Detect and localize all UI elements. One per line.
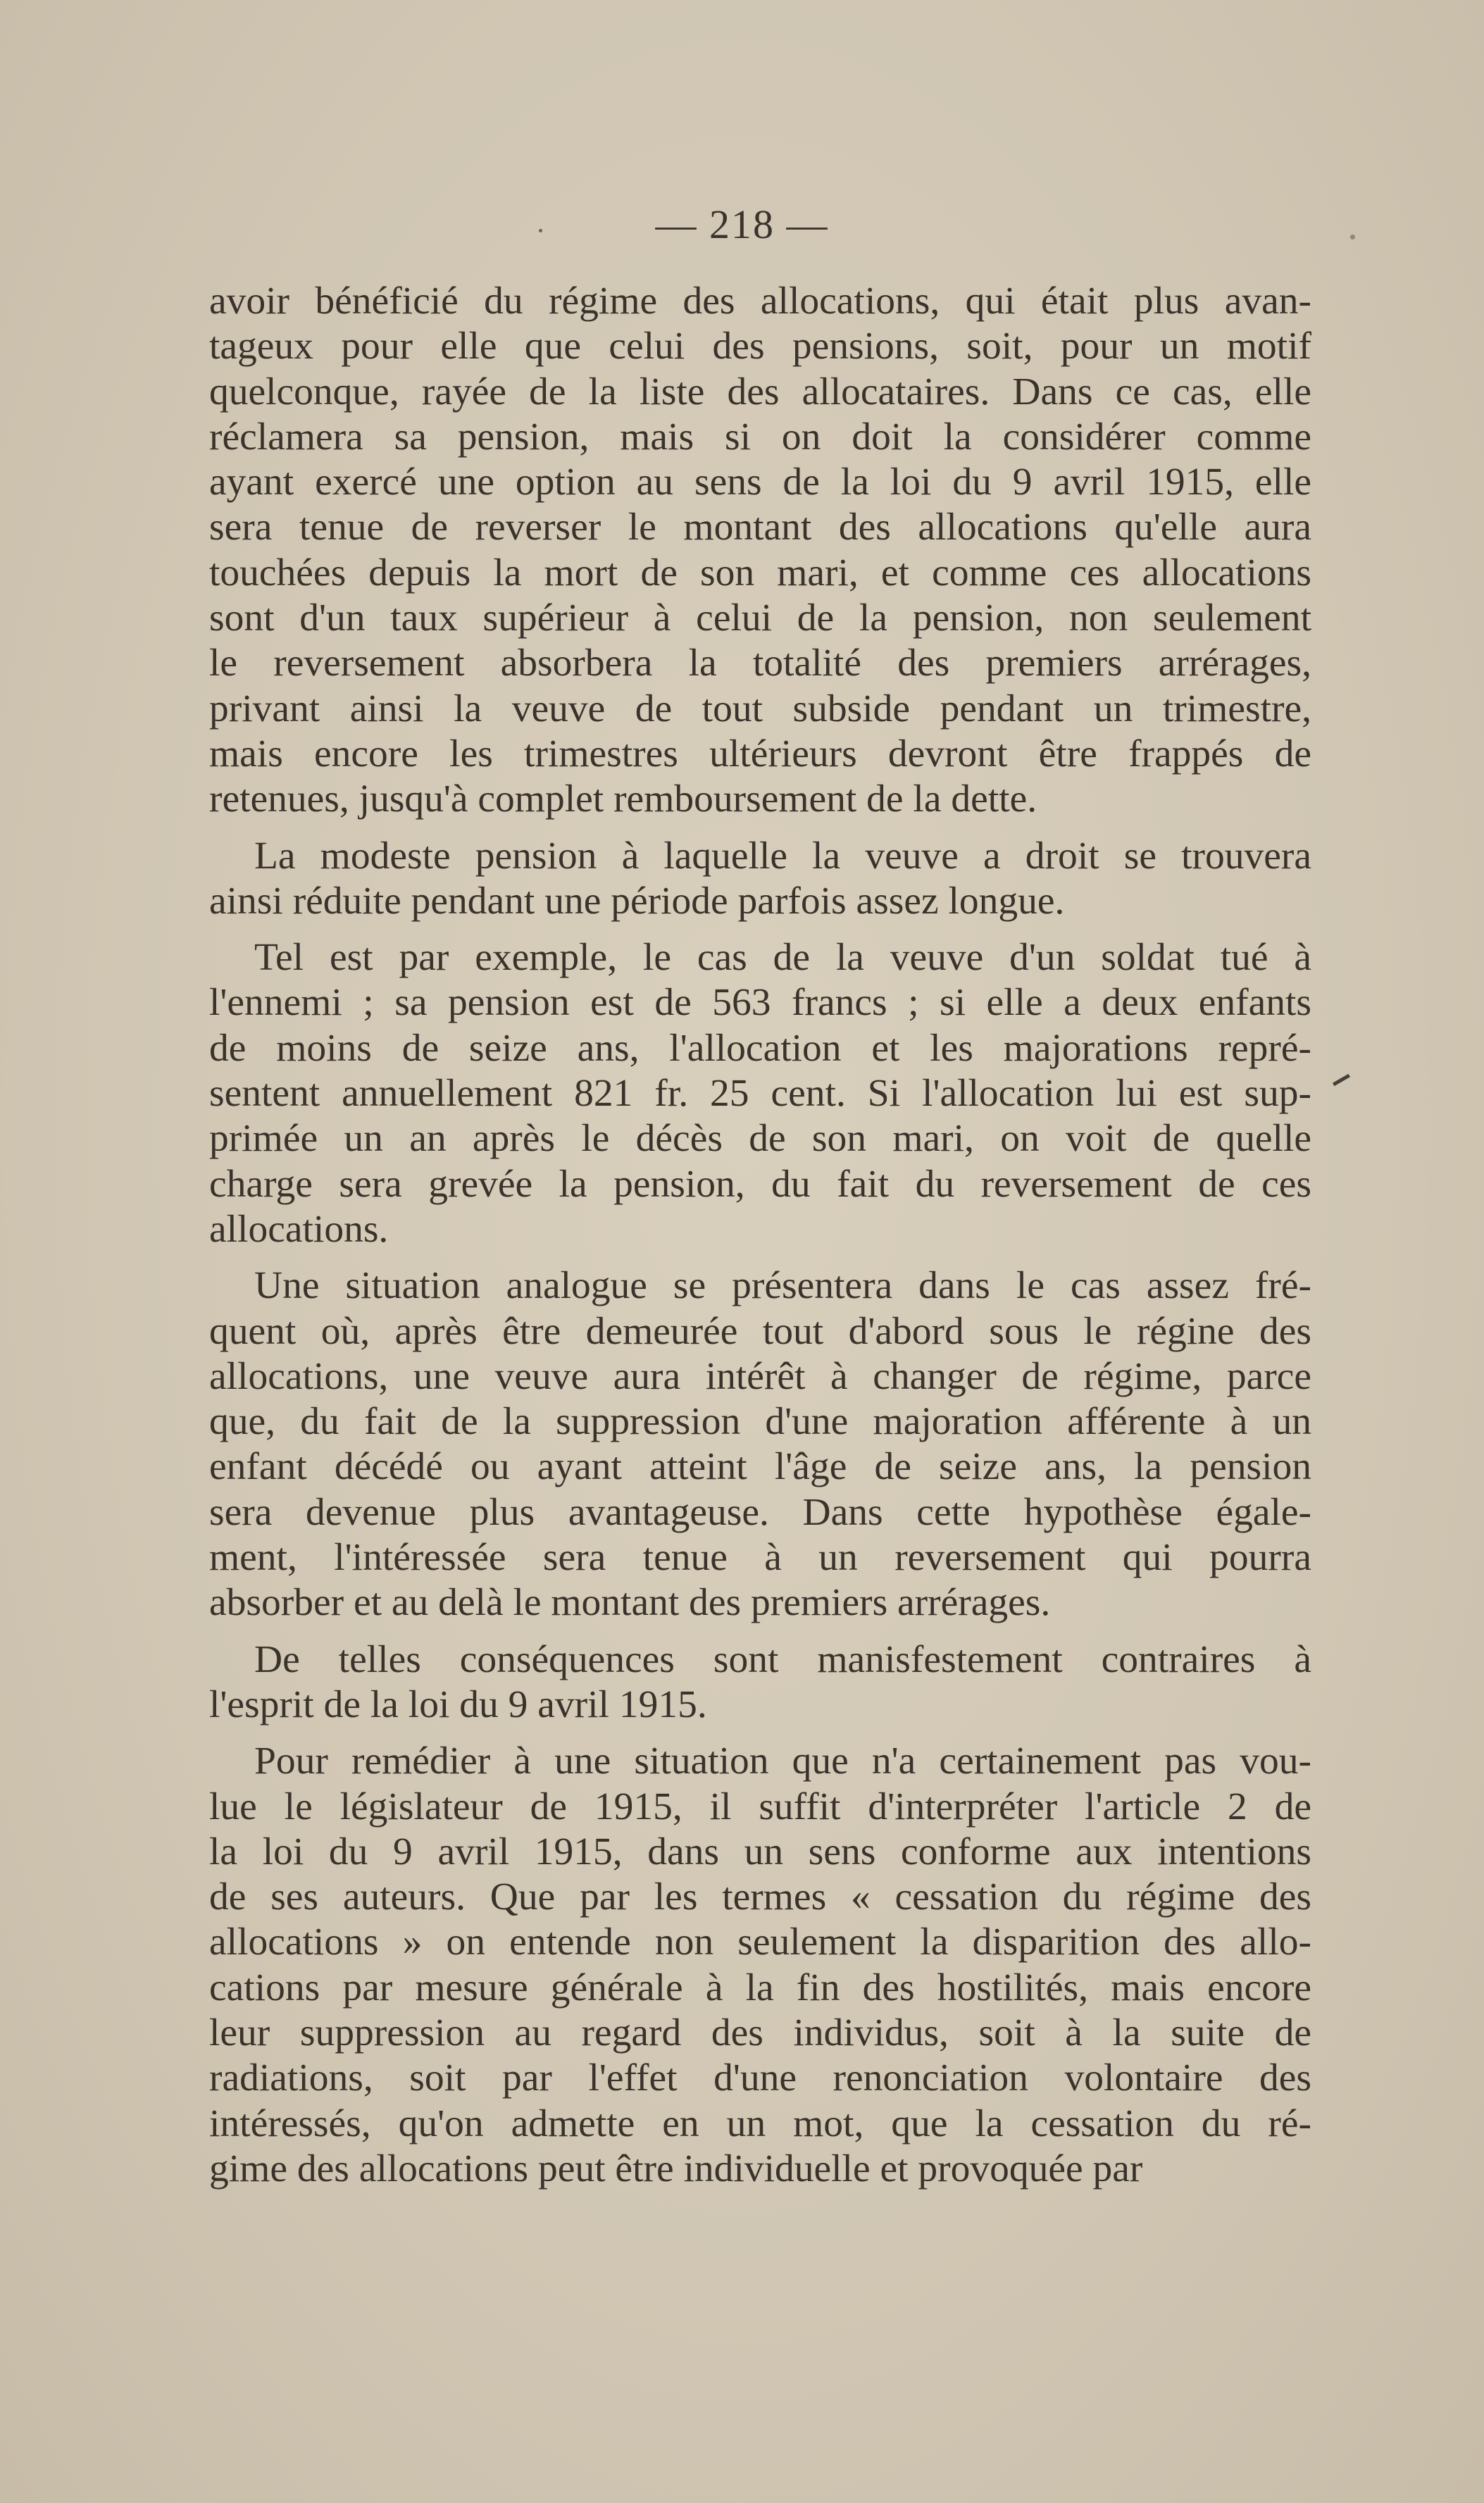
text-line: gime des allocations peut être individuelle et provoquée par	[209, 2147, 1143, 2190]
text-line: radiations, soit par l'effet d'une renonciation volontaire des	[209, 2056, 1311, 2100]
paragraph	[209, 834, 1311, 925]
text-line: enfant décédé ou ayant atteint l'âge de seize ans, la pension	[209, 1445, 1311, 1489]
text-line: cations par mesure générale à la fin des hostilités, mais encore	[209, 1966, 1311, 2009]
text-line: Pour remédier à une situation que n'a certainement pas vou-	[254, 1740, 1311, 1783]
text-line: quelconque, rayée de la liste des allocataires. Dans ce cas, elle	[209, 370, 1311, 413]
paragraph	[209, 935, 1311, 1252]
text-line: avoir bénéficié du régime des allocations, qui était plus avan-	[209, 280, 1311, 323]
paragraph	[209, 279, 1311, 823]
text-line: Une situation analogue se présentera dans le cas assez fré-	[254, 1264, 1311, 1308]
text-line: sera tenue de reverser le montant des allocations qu'elle aura	[209, 506, 1311, 549]
text-line: quent où, après être demeurée tout d'abord sous le régine des	[209, 1309, 1311, 1353]
text-line: Tel est par exemple, le cas de la veuve d'un soldat tué à	[254, 936, 1311, 980]
text-line: charge sera grevée la pension, du fait du reversement de ces	[209, 1162, 1311, 1206]
text-line: De telles conséquences sont manisfestement contraires à	[254, 1637, 1311, 1681]
text-line: mais encore les trimestres ultérieurs devront être frappés de	[209, 732, 1311, 775]
text-line: tageux pour elle que celui des pensions, soit, pour un motif	[209, 325, 1311, 368]
text-line: leur suppression au regard des individus, soit à la suite de	[209, 2011, 1311, 2054]
paragraph	[209, 1637, 1311, 1728]
text-line: l'ennemi ; sa pension est de 563 francs ; si elle a deux enfants	[209, 981, 1311, 1025]
text-line: intéressés, qu'on admette en un mot, que la cessation du ré-	[209, 2102, 1311, 2145]
paragraph	[209, 1263, 1311, 1625]
text-line: sont d'un taux supérieur à celui de la pension, non seulement	[209, 597, 1311, 640]
text-line: de moins de seize ans, l'allocation et les majorations repré-	[209, 1026, 1311, 1070]
text-line: ayant exercé une option au sens de la loi du 9 avril 1915, elle	[209, 461, 1311, 504]
text-line: ainsi réduite pendant une période parfois assez longue.	[209, 879, 1065, 923]
text-line: retenues, jusqu'à complet remboursement de la dette.	[209, 778, 1037, 821]
text-line: l'esprit de la loi du 9 avril 1915.	[209, 1683, 707, 1726]
text-line: lue le législateur de 1915, il suffit d'interpréter l'article 2 de	[209, 1785, 1311, 1828]
text-line: touchées depuis la mort de son mari, et comme ces allocations	[209, 551, 1311, 594]
text-line: allocations.	[209, 1207, 389, 1251]
text-line: que, du fait de la suppression d'une majoration afférente à un	[209, 1400, 1311, 1444]
text-line: La modeste pension à laquelle la veuve a droit se trouvera	[254, 834, 1311, 878]
text-line: de ses auteurs. Que par les termes « cessation du régime des	[209, 1875, 1311, 1919]
text-line: primée un an après le décès de son mari, on voit de quelle	[209, 1117, 1311, 1161]
text-line: absorber et au delà le montant des premiers arrérages.	[209, 1581, 1051, 1625]
text-line: le reversement absorbera la totalité des premiers arrérages,	[209, 642, 1311, 685]
text-line: allocations, une veuve aura intérêt à changer de régime, parce	[209, 1354, 1311, 1398]
body-text	[209, 279, 1311, 2192]
page-number: — 218 —	[655, 201, 829, 247]
text-line: la loi du 9 avril 1915, dans un sens conforme aux intentions	[209, 1830, 1311, 1873]
paragraph	[209, 1739, 1311, 2192]
text-line: sentent annuellement 821 fr. 25 cent. Si l'allocation lui est sup-	[209, 1072, 1311, 1116]
text-line: sera devenue plus avantageuse. Dans cette hypothèse égale-	[209, 1490, 1311, 1534]
text-line: ment, l'intéressée sera tenue à un reversement qui pourra	[209, 1536, 1311, 1580]
stray-pen-mark	[1333, 1074, 1355, 1094]
text-line: allocations » on entende non seulement la disparition des allo-	[209, 1921, 1311, 1964]
text-line: privant ainsi la veuve de tout subside pendant un trimestre,	[209, 687, 1311, 730]
text-line: réclamera sa pension, mais si on doit la considérer comme	[209, 415, 1311, 458]
